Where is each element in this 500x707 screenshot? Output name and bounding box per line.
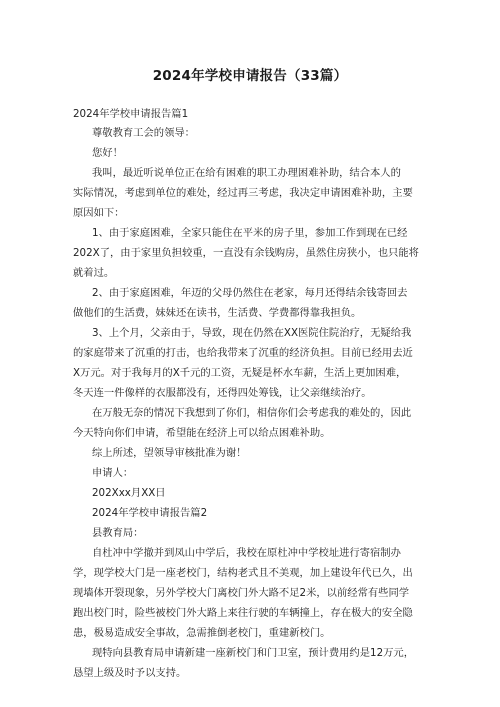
greeting: 您好！: [92, 147, 123, 159]
paragraph-line: 现特向县教育局申请新建一座新校门和门卫室，预计费用约是12万元，: [92, 647, 415, 659]
paragraph-line: 今天特向你们申请，希望能在经济上可以给点困难补助。: [73, 427, 331, 439]
paragraph-line: 做他们的生活费，妹妹还在读书，生活费、学费都得靠我担负。: [73, 307, 362, 319]
paragraph-line: 3、上个月，父亲由于，导致，现在仍然在XX医院住院治疗，无疑给我: [92, 327, 412, 339]
paragraph-line: 1、由于家庭困难，全家只能住在平米的房子里，参加工作到现在已经: [92, 227, 408, 239]
applicant-line: 申请人：: [92, 467, 134, 479]
paragraph-line: 的家庭带来了沉重的打击，也给我带来了沉重的经济负担。目前已经用去近: [73, 347, 413, 359]
paragraph-line: 实际情况，考虑到单位的难处，经过再三考虑，我决定申请困难补助，主要: [73, 187, 413, 199]
paragraph-line: 学，现学校大门是一座老校门，结构老式且不美观，加上建设年代已久，出: [73, 567, 413, 579]
paragraph-line: X万元。对于我每月的X千元的工资，无疑是杯水车薪，生活上更加困难，: [73, 367, 407, 379]
paragraph-line: 跑出校门时，险些被校门外大路上来往行驶的车辆撞上，存在极大的安全隐: [73, 607, 413, 619]
paragraph-line: 202X了，由于家里负担较重，一直没有余钱购房，虽然住房狭小，也只能将: [73, 247, 419, 259]
paragraph-line: 2、由于家庭困难，年迈的父母仍然住在老家，每月还得结余钱寄回去: [92, 287, 408, 299]
section-heading: 2024年学校申请报告篇1: [73, 108, 189, 120]
paragraph-line: 现墙体开裂现象，另外学校大门离校门外大路不足2米，以前经常有些同学: [73, 587, 410, 599]
salutation: 尊敬教育工会的领导：: [92, 127, 195, 139]
paragraph-line: 在万般无奈的情况下我想到了你们，相信你们会考虑我的难处的，因此: [92, 407, 412, 419]
paragraph-line: 我叫，最近听说单位正在给有困难的职工办理困难补助，结合本人的: [92, 167, 401, 179]
paragraph-line: 就着过。: [73, 267, 115, 279]
paragraph-line: 患，极易造成安全事故，急需推倒老校门，重建新校门。: [73, 627, 331, 639]
section-heading: 2024年学校申请报告篇2: [92, 507, 208, 519]
date-line: 202Xxx月XX日: [92, 487, 166, 499]
closing-line: 综上所述，望领导审核批准为谢！: [92, 447, 247, 459]
paragraph-line: 恳望上级及时予以支持。: [73, 667, 187, 679]
paragraph-line: 冬天连一件像样的衣服都没有，还得四处筹钱，让父亲继续治疗。: [73, 387, 372, 399]
document-title: 2024年学校申请报告（33篇）: [152, 68, 348, 84]
salutation: 县教育局：: [92, 527, 144, 539]
paragraph-line: 自杜冲中学撤并到凤山中学后，我校在原杜冲中学校址进行寄宿制办: [92, 547, 401, 559]
paragraph-line: 原因如下：: [73, 207, 125, 219]
